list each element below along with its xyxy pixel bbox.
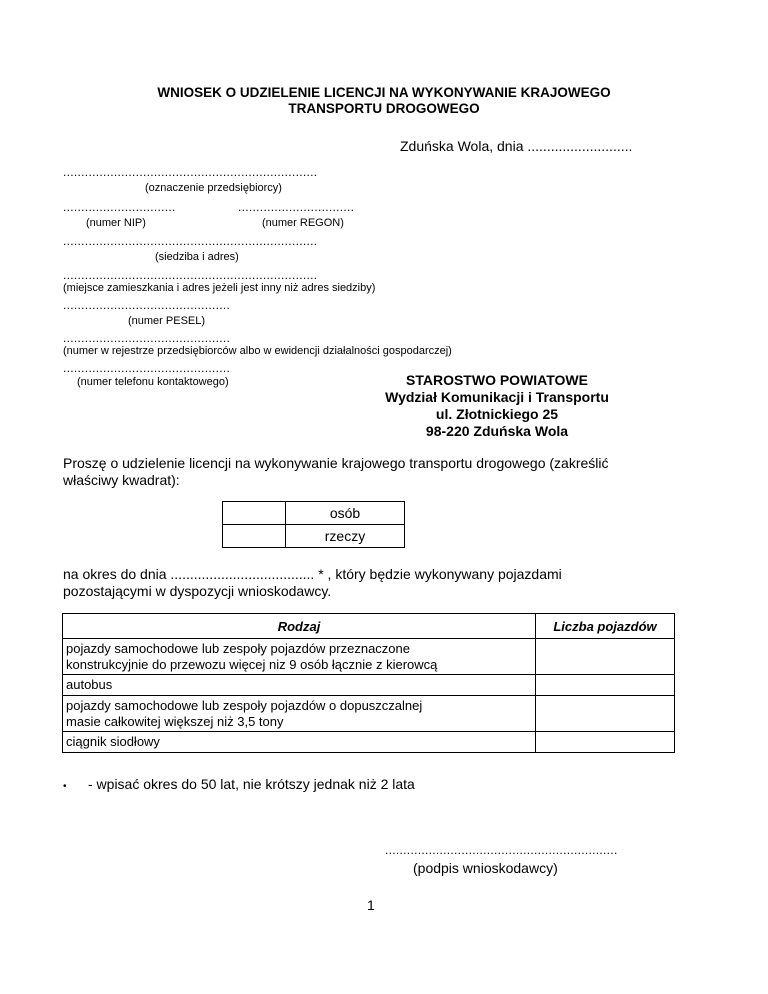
document-title-line1: WNIOSEK O UDZIELENIE LICENCJI NA WYKONYWANIE KRAJOWEGO	[157, 85, 611, 100]
register-dots: ..............................................	[63, 331, 231, 345]
table-row	[63, 732, 675, 753]
company-dots: ......................................................................	[63, 165, 318, 179]
vehicle-kind-cell: pojazdy samochodowe lub zespoły pojazdów o dopuszczalnej masie całkowitej większej niż 3,5 tony	[63, 696, 536, 732]
phone-label: (numer telefonu kontaktowego)	[77, 376, 229, 388]
company-label: (oznaczenie przedsiębiorcy)	[145, 182, 282, 194]
residence-dots: ......................................................................	[63, 268, 318, 282]
footnote-text: - wpisać okres do 50 lat, nie krótszy jednak niż 2 lata	[88, 776, 415, 792]
signature-dots: ................................................................	[385, 843, 618, 857]
rzeczy-checkbox[interactable]	[223, 525, 286, 548]
vehicle-count-input[interactable]	[536, 675, 675, 696]
table-header-row	[63, 614, 675, 639]
pesel-label: (numer PESEL)	[128, 315, 206, 327]
regon-dots: ................................	[238, 200, 355, 214]
request-line2: właściwy kwadrat):	[63, 472, 180, 488]
vehicle-count-input[interactable]	[536, 639, 675, 675]
osob-checkbox[interactable]	[223, 502, 286, 525]
pesel-dots: ..............................................	[63, 298, 231, 312]
nip-label: (numer NIP)	[86, 217, 146, 229]
page-number: 1	[367, 897, 375, 913]
vehicle-count-input[interactable]	[536, 732, 675, 753]
recipient-line4: 98-220 Zduńska Wola	[425, 423, 569, 439]
table-row	[223, 502, 405, 525]
vehicle-kind-cell: pojazdy samochodowe lub zespoły pojazdów przeznaczone konstrukcyjnie do przewozu więcej niz 9 osób łącznie z kierowcą	[63, 639, 536, 675]
col-kind-header: Rodzaj	[63, 614, 536, 639]
recipient-line2: Wydział Komunikacji i Transportu	[385, 389, 609, 405]
period-line2: pozostającymi w dyspozycji wnioskodawcy.	[63, 583, 332, 599]
seat-dots: ......................................................................	[63, 234, 318, 248]
recipient-line3: ul. Złotnickiego 25	[435, 406, 559, 422]
place-date: Zduńska Wola, dnia ...........................	[400, 138, 633, 154]
table-row	[63, 696, 675, 732]
seat-label: (siedziba i adres)	[155, 251, 239, 263]
vehicle-count-input[interactable]	[536, 696, 675, 732]
regon-label: (numer REGON)	[262, 217, 344, 229]
signature-label: (podpis wnioskodawcy)	[413, 860, 558, 876]
rzeczy-label: rzeczy	[286, 525, 405, 548]
residence-label: (miejsce zamieszkania i adres jeżeli jest inny niż adres siedziby)	[63, 282, 376, 294]
col-count-header: Liczba pojazdów	[536, 614, 675, 639]
request-line1: Proszę o udzielenie licencji na wykonywanie krajowego transportu drogowego (zakreślić	[63, 455, 609, 471]
recipient-line1: STAROSTWO POWIATOWE	[406, 372, 588, 388]
table-row	[223, 525, 405, 548]
vehicle-kind-cell: autobus	[63, 675, 536, 696]
phone-dots: ..............................................	[63, 361, 231, 375]
nip-dots: ...............................	[63, 200, 176, 214]
period-line1: na okres do dnia ..................................... * , który będzie wykonywany pojazdami	[63, 566, 562, 582]
vehicle-kind-cell: ciągnik siodłowy	[63, 732, 536, 753]
transport-type-table	[222, 501, 405, 548]
register-label: (numer w rejestrze przedsiębiorców albo w ewidencji działalności gospodarczej)	[63, 345, 452, 357]
table-row	[63, 675, 675, 696]
vehicle-table	[62, 613, 675, 753]
osob-label: osób	[286, 502, 405, 525]
document-title-line2: TRANSPORTU DROGOWEGO	[288, 101, 480, 116]
table-row	[63, 639, 675, 675]
footnote-bullet: •	[63, 781, 67, 792]
